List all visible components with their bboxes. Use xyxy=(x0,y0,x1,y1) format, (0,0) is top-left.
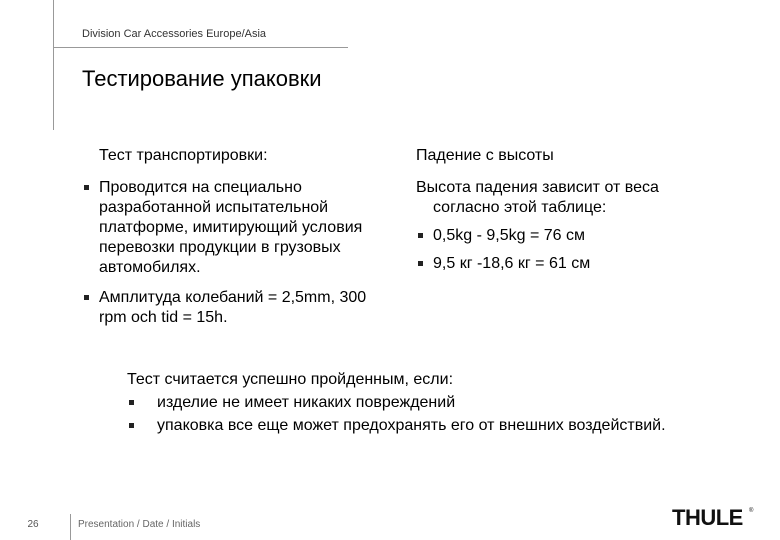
list-item: Амплитуда колебаний = 2,5mm, 300 rpm och tid = 15h. xyxy=(82,288,382,328)
drop-test-column xyxy=(416,146,716,282)
footer-text: Presentation / Date / Initials xyxy=(78,519,201,530)
drop-test-intro-line1: Высота падения зависит от веса xyxy=(416,179,659,196)
page-title: Тестирование упаковки xyxy=(82,66,322,91)
list-item: 0,5kg - 9,5kg = 76 см xyxy=(416,226,716,246)
logo-mark: ® xyxy=(749,508,754,514)
drop-test-intro xyxy=(416,178,716,218)
list-item: изделие не имеет никаких повреждений xyxy=(127,393,687,412)
drop-test-heading: Падение с высоты xyxy=(416,147,554,164)
drop-test-intro-line2: согласно этой таблице: xyxy=(433,199,607,216)
drop-test-list xyxy=(416,226,716,274)
logo-text: THULE xyxy=(672,506,743,528)
transport-test-list xyxy=(82,178,382,328)
list-item: Проводится на специально разработанной испытательной платформе, имитирующий условия перевозки продукции в грузовых автомобилях. xyxy=(82,178,382,278)
list-item: 9,5 кг -18,6 кг = 61 см xyxy=(416,254,716,274)
list-item: упаковка все еще может предохранять его от внешних воздействий. xyxy=(127,416,687,435)
page-number: 26 xyxy=(27,519,39,530)
footer-divider xyxy=(70,514,71,540)
pass-criteria xyxy=(127,370,687,435)
thule-logo xyxy=(672,506,754,528)
division-label: Division Car Accessories Europe/Asia xyxy=(82,28,267,40)
header-vertical-rule xyxy=(53,0,54,130)
header-horizontal-rule xyxy=(53,47,348,48)
pass-criteria-list xyxy=(127,393,687,435)
transport-test-heading: Тест транспортировки: xyxy=(99,147,268,164)
transport-test-column xyxy=(82,146,382,338)
pass-criteria-heading: Тест считается успешно пройденным, если: xyxy=(127,371,454,388)
